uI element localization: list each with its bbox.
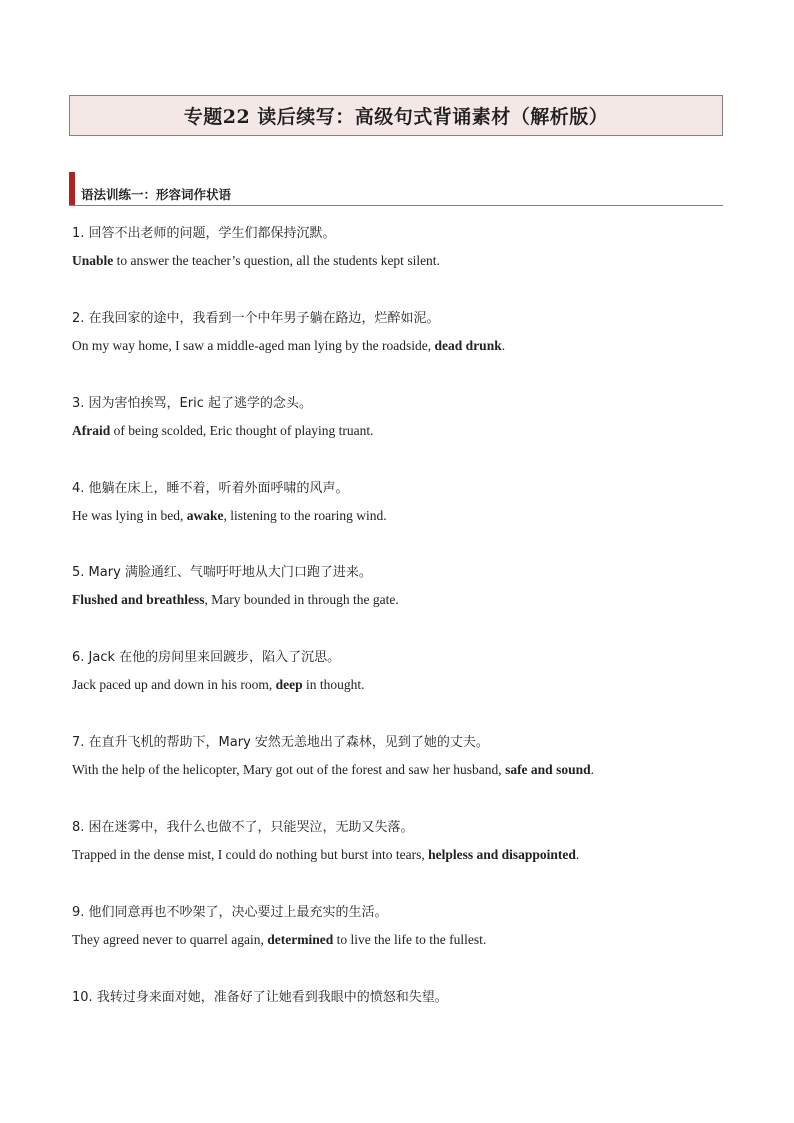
english-sentence: Flushed and breathless, Mary bounded in through the gate.	[72, 592, 399, 607]
exercise-item-6	[72, 646, 732, 692]
exercise-item-4	[72, 477, 732, 523]
page-title: 专题22 读后续写：高级句式背诵素材（解析版）	[183, 106, 609, 128]
highlighted-phrase: safe and sound	[505, 762, 591, 777]
highlighted-phrase: determined	[267, 932, 334, 947]
section-title: 语法训练一：形容词作状语	[81, 187, 232, 202]
english-sentence: They agreed never to quarrel again, determined to live the life to the fullest.	[72, 932, 487, 947]
chinese-sentence: 10. 我转过身来面对她，准备好了让她看到我眼中的愤怒和失望。	[72, 990, 448, 1005]
chinese-sentence: 7. 在直升飞机的帮助下，Mary 安然无恙地出了森林，见到了她的丈夫。	[72, 735, 489, 750]
english-sentence: Trapped in the dense mist, I could do nothing but burst into tears, helpless and disappointed.	[72, 847, 580, 862]
exercise-item-10	[72, 986, 732, 1005]
highlighted-phrase: dead drunk	[434, 338, 502, 353]
english-sentence: Afraid of being scolded, Eric thought of playing truant.	[72, 423, 374, 438]
highlighted-phrase: Afraid	[72, 423, 111, 438]
exercise-item-5	[72, 561, 732, 607]
chinese-sentence: 5. Mary 满脸通红、气喘吁吁地从大门口跑了进来。	[72, 565, 372, 580]
exercise-item-7	[72, 731, 732, 777]
section-header	[69, 172, 723, 206]
highlighted-phrase: deep	[275, 677, 303, 692]
chinese-sentence: 8. 困在迷雾中，我什么也做不了，只能哭泣，无助又失落。	[72, 820, 414, 835]
english-sentence: Unable to answer the teacher’s question, all the students kept silent.	[72, 253, 440, 268]
chinese-sentence: 4. 他躺在床上，睡不着，听着外面呼啸的风声。	[72, 481, 349, 496]
chinese-sentence: 1. 回答不出老师的问题，学生们都保持沉默。	[72, 226, 336, 241]
exercise-item-9	[72, 901, 732, 947]
exercise-item-2	[72, 307, 732, 353]
highlighted-phrase: Flushed and breathless	[72, 592, 205, 607]
exercise-item-3	[72, 392, 732, 438]
english-sentence: On my way home, I saw a middle-aged man lying by the roadside, dead drunk.	[72, 338, 506, 353]
title-box	[69, 95, 723, 136]
section-accent-bar	[69, 172, 75, 205]
chinese-sentence: 6. Jack 在他的房间里来回踱步，陷入了沉思。	[72, 650, 341, 665]
chinese-sentence: 2. 在我回家的途中，我看到一个中年男子躺在路边，烂醉如泥。	[72, 311, 440, 326]
highlighted-phrase: helpless and disappointed	[428, 847, 576, 862]
english-sentence: Jack paced up and down in his room, deep in thought.	[72, 677, 365, 692]
english-sentence: He was lying in bed, awake, listening to the roaring wind.	[72, 508, 387, 523]
chinese-sentence: 9. 他们同意再也不吵架了，决心要过上最充实的生活。	[72, 905, 388, 920]
highlighted-phrase: Unable	[72, 253, 114, 268]
exercise-item-1	[72, 222, 732, 268]
chinese-sentence: 3. 因为害怕挨骂，Eric 起了逃学的念头。	[72, 396, 312, 411]
english-sentence: With the help of the helicopter, Mary got out of the forest and saw her husband, safe and sound.	[72, 762, 594, 777]
exercise-item-8	[72, 816, 732, 862]
highlighted-phrase: awake	[186, 508, 224, 523]
